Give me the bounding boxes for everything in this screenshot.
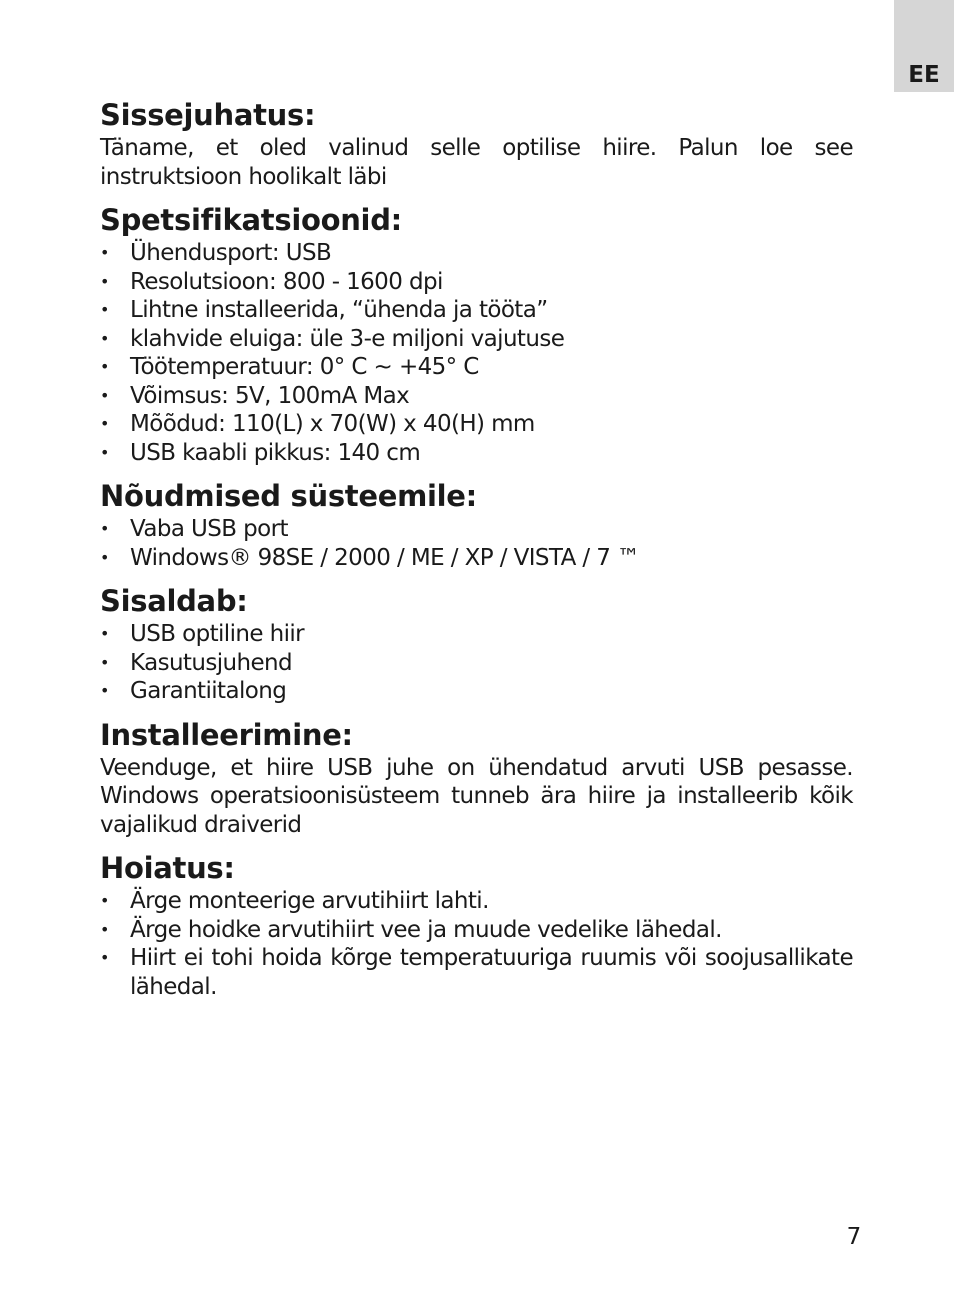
list-item (100, 239, 853, 268)
bullet-icon: • (100, 414, 109, 433)
install-text: Veenduge, et hiire USB juhe on ühendatud arvuti USB pesasse. Windows operatsioonisüsteem tunneb ära hiire ja installeerib kõik vajalikud draiverid (100, 754, 853, 838)
section-title-requirements: Nõudmised süsteemile: (100, 479, 477, 513)
requirements-list (100, 515, 853, 572)
section-title-intro: Sissejuhatus: (100, 98, 316, 132)
list-item (100, 410, 853, 439)
list-item-text: Mõõdud: 110(L) x 70(W) x 40(H) mm (130, 411, 535, 437)
bullet-icon: • (100, 357, 109, 376)
list-item-text: Hiirt ei tohi hoida kõrge temperatuuriga ruumis või soojusallikate lähedal. (130, 945, 853, 1000)
bullet-icon: • (100, 519, 109, 538)
section-title-specs: Spetsifikatsioonid: (100, 203, 402, 237)
bullet-icon: • (100, 547, 109, 567)
bullet-icon: • (100, 328, 109, 348)
list-item (100, 916, 853, 945)
list-item-text: Vaba USB port (130, 516, 288, 542)
list-item (100, 353, 853, 382)
language-tab (894, 0, 954, 92)
section-title-warning: Hoiatus: (100, 851, 235, 885)
list-item-text: USB optiline hiir (130, 621, 305, 647)
list-item-text: Kasutusjuhend (130, 649, 292, 676)
bullet-icon: • (100, 442, 109, 462)
bullet-icon: • (100, 681, 109, 700)
list-item-text: Lihtne installeerida, “ühenda ja tööta” (130, 297, 548, 323)
list-item-text: USB kaabli pikkus: 140 cm (130, 439, 421, 466)
list-item (100, 544, 853, 573)
list-item (100, 649, 853, 678)
page-number: 7 (846, 1224, 862, 1250)
list-item (100, 515, 853, 544)
list-item-text: Ärge monteerige arvutihiirt lahti. (130, 888, 489, 914)
list-item (100, 268, 853, 297)
list-item-text: klahvide eluiga: üle 3-e miljoni vajutuse (130, 325, 565, 352)
intro-text: Täname, et oled valinud selle optilise hiire. Palun loe see instruktsioon hoolikalt läbi (100, 135, 853, 190)
section-title-install: Installeerimine: (100, 717, 353, 752)
bullet-icon: • (100, 919, 109, 939)
document-body (100, 96, 853, 1001)
bullet-icon: • (100, 271, 109, 291)
list-item (100, 325, 853, 354)
warning-list (100, 887, 853, 1001)
list-item (100, 677, 853, 706)
list-item (100, 944, 853, 1001)
specs-list (100, 239, 853, 467)
list-item (100, 887, 853, 916)
bullet-icon: • (100, 652, 109, 672)
list-item (100, 439, 853, 468)
list-item-text: Garantiitalong (130, 678, 287, 704)
bullet-icon: • (100, 300, 109, 319)
bullet-icon: • (100, 891, 109, 910)
list-item-text: Windows® 98SE / 2000 / ME / XP / VISTA / 7 ™ (130, 544, 640, 571)
list-item-text: Ühendusport: USB (130, 240, 332, 266)
list-item (100, 296, 853, 325)
contents-list (100, 620, 853, 706)
bullet-icon: • (100, 624, 109, 643)
list-item (100, 382, 853, 411)
section-title-contents: Sisaldab: (100, 584, 248, 618)
list-item-text: Ärge hoidke arvutihiirt vee ja muude vedelike lähedal. (130, 916, 722, 943)
list-item-text: Resolutsioon: 800 - 1600 dpi (130, 268, 443, 295)
language-code: EE (908, 62, 940, 88)
list-item-text: Töötemperatuur: 0° C ~ +45° C (130, 354, 479, 380)
list-item (100, 620, 853, 649)
bullet-icon: • (100, 385, 109, 405)
bullet-icon: • (100, 243, 109, 262)
bullet-icon: • (100, 948, 109, 967)
list-item-text: Võimsus: 5V, 100mA Max (130, 382, 410, 409)
